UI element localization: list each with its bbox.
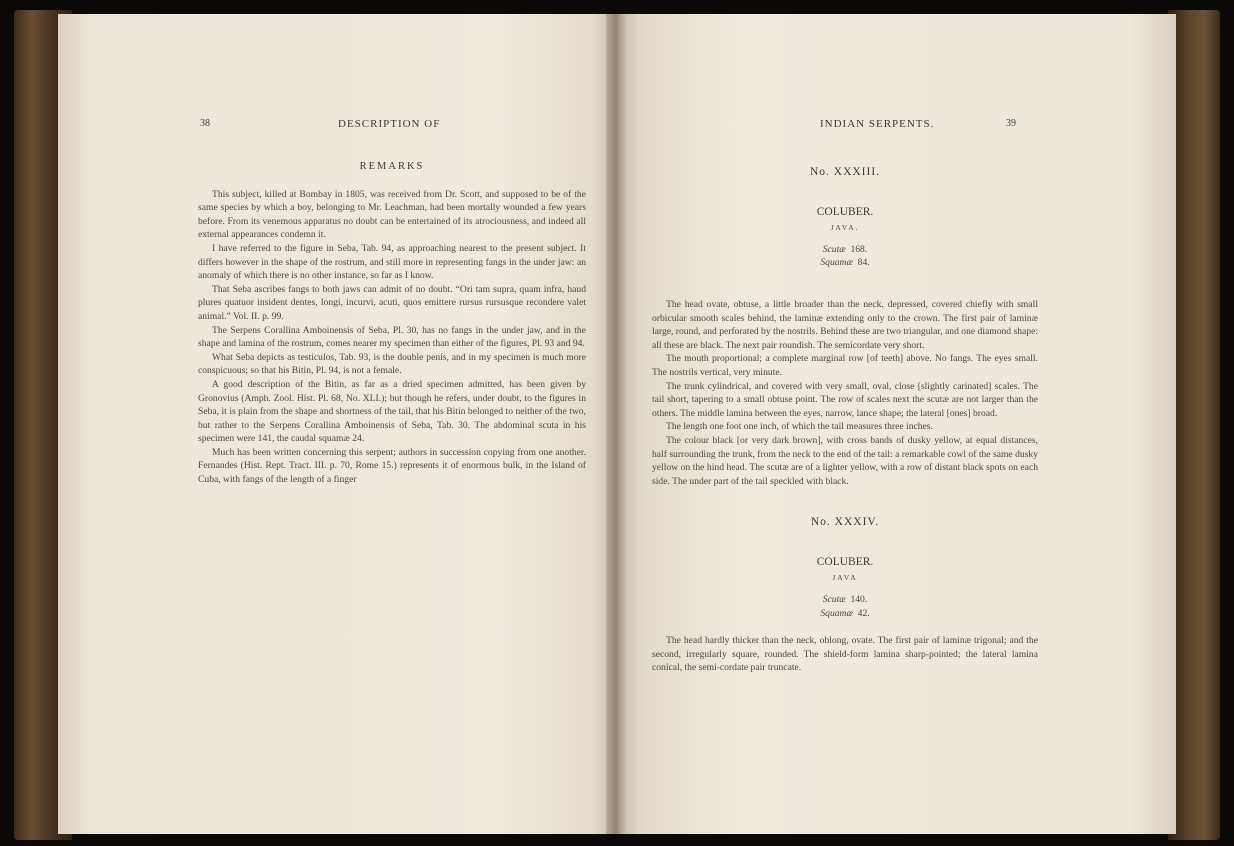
- squamae-count: [652, 607, 1038, 621]
- entry-paragraph: The trunk cylindrical, and covered with very small, oval, close [slightly carinated] scales. The tail short, tapering to a small obtuse point. The row of scales next the scutæ are not larger than the others. The middle lamina between the eyes, narrow, lance shape; the lateral [ones] broad.: [652, 380, 1038, 419]
- right-running-head: INDIAN SERPENTS.: [820, 118, 935, 130]
- squamae-value: 84.: [857, 257, 870, 269]
- remarks-paragraph: That Seba ascribes fangs to both jaws can admit of no doubt. “Ori tam supra, quam infra, haud plures quatuor insident dentes, longi, incurvi, acuti, quos emittere rursus rursusque recondere valet animal.” Vol. II. p. 99.: [198, 283, 586, 322]
- scutae-value: 168.: [850, 243, 868, 255]
- squamae-count: [652, 256, 1038, 270]
- entry-locality: JAVA.: [830, 223, 860, 233]
- remarks-paragraph: The Serpens Corallina Amboinensis of Seba, Pl. 30, has no fangs in the under jaw, and in the shape and lamina of the rostrum, comes nearer my specimen than either of the figures, Pl. 93 and 94.: [198, 324, 586, 350]
- entry-number: No. XXXIV.: [810, 516, 880, 529]
- entry-genus: COLUBER.: [816, 205, 874, 218]
- squamae-value: 42.: [857, 607, 870, 619]
- entry-paragraph: The colour black [or very dark brown], with cross bands of dusky yellow, at equal distances, half surrounding the trunk, from the neck to the end of the tail: a remarkable cowl of the same dusky yellow on the hind head. The scutæ are of a lighter yellow, with a row of distant black spots on each side. The under part of the tail speckled with black.: [652, 434, 1038, 487]
- remarks-paragraph: I have referred to the figure in Seba, Tab. 94, as approaching nearest to the present subject. It differs however in the shape of the rostrum, and still more in representing fangs in the under jaw: an anomaly of which there is no other instance, so far as I know.: [198, 242, 586, 282]
- scutae-label: Scutæ: [822, 594, 846, 606]
- scutae-label: Scutæ: [822, 243, 846, 255]
- scutae-count: [652, 243, 1038, 257]
- left-page-body: [198, 160, 586, 487]
- right-page-body: [652, 166, 1038, 675]
- book-gutter: [606, 14, 628, 834]
- entry-paragraph: The mouth proportional; a complete marginal row [of teeth] above. No fangs. The eyes small. The nostrils vertical, very minute.: [652, 353, 1038, 378]
- scutae-value: 140.: [850, 594, 868, 606]
- squamae-label: Squamæ: [820, 257, 853, 269]
- left-running-head: DESCRIPTION OF: [338, 118, 441, 130]
- scutae-count: [652, 593, 1038, 607]
- left-page-number: 38: [200, 118, 210, 129]
- remarks-paragraph: Much has been written concerning this serpent; authors in succession copying from one another. Fernandes (Hist. Rept. Tract. III. p. 70, Rome 15.) represents it of enormous bulk, in the Island of Cuba, with fangs of the length of a finger: [198, 446, 586, 486]
- right-page-number: 39: [1006, 118, 1016, 129]
- entry-number: No. XXXIII.: [809, 166, 881, 178]
- remarks-paragraph: What Seba depicts as testiculos, Tab. 93, is the double penis, and in my specimen is much more conspicuous; so that his Bitin, Pl. 94, is not a female.: [198, 351, 586, 377]
- entry-paragraph: The head hardly thicker than the neck, oblong, ovate. The first pair of laminæ trigonal; and the second, irregularly square, rounded. The shield-form lamina sharp-pointed; the lateral lamina conical, the semi-cordate pair truncate.: [652, 635, 1038, 674]
- entry-paragraph: The length one foot one inch, of which the tail measures three inches.: [666, 421, 933, 433]
- remarks-title: REMARKS: [359, 161, 425, 172]
- remarks-paragraph: This subject, killed at Bombay in 1805, was received from Dr. Scott, and supposed to be of the same species by which a boy, belonging to Mr. Leachman, had been mortally wounded a few years before. From its venemous apparatus no doubt can be entertained of its atrociousness, and indeed all external appearances condemn it.: [198, 188, 586, 241]
- remarks-paragraph: A good description of the Bitin, as far as a dried specimen admitted, has been given by Gronovius (Amph. Zool. Hist. Pl. 68, No. XLI.); but though he refers, under doubt, to the figures in Seba, it is plain from the shape and shortness of the tail, that his Bitin belonged to neither of the two, but rather to the Serpens Corallina Amboinensis of Seba, Tab. 30. The abdominal scuta in his specimen were 141, the caudal squamæ 24.: [198, 378, 586, 445]
- entry-locality: JAVA: [832, 573, 858, 583]
- squamae-label: Squamæ: [820, 607, 853, 619]
- entry-genus: COLUBER.: [816, 555, 874, 568]
- entry-paragraph: The head ovate, obtuse, a little broader than the neck, depressed, covered chiefly with small orbicular smooth scales behind, the laminæ extending only to the crown. The first pair of laminæ large, round, and perforated by the nostrils. Behind these are two triangular, and one diamond shape: all these are black. The next pair roundish. The semicordate very short.: [652, 298, 1039, 351]
